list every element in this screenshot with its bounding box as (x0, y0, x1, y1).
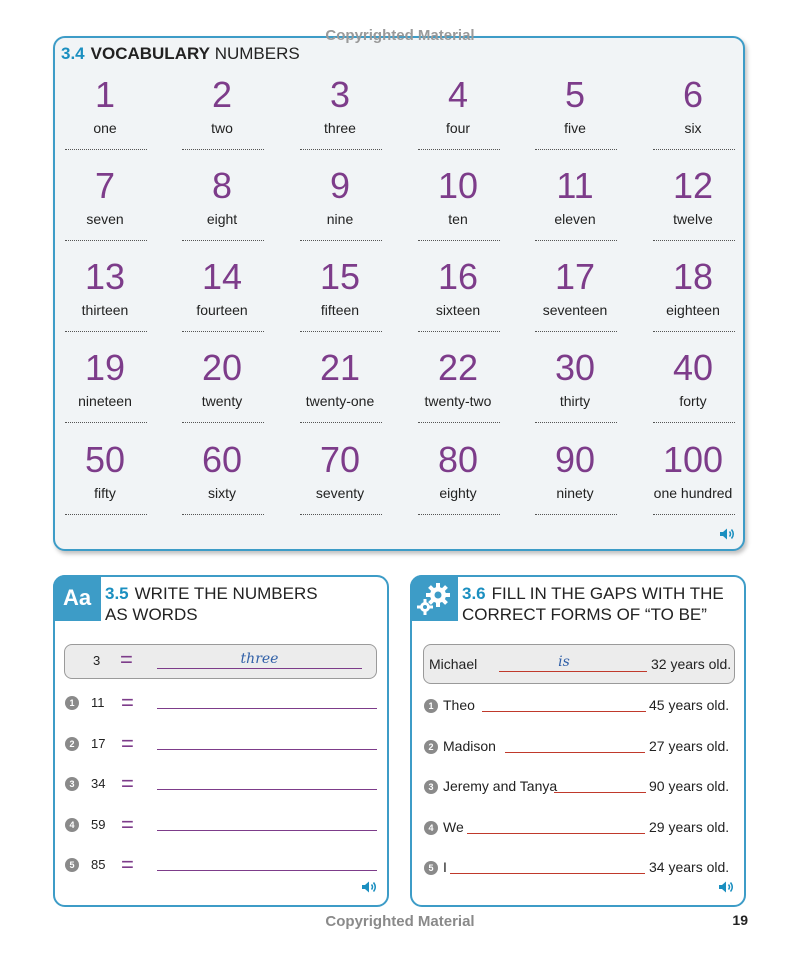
example-subject: Michael (429, 656, 478, 672)
numeral: 16 (437, 256, 479, 297)
question-row (412, 736, 742, 760)
question-row (55, 854, 385, 878)
gears-badge (410, 575, 458, 621)
number-cell (172, 76, 272, 136)
number-cell (55, 441, 155, 501)
numeral: 3 (329, 74, 351, 115)
dotted-write-line (535, 331, 617, 332)
number-cell (290, 258, 390, 318)
number-cell (290, 441, 390, 501)
example-rest: 32 years old. (651, 656, 732, 672)
question-number: 11 (91, 695, 105, 710)
number-word: ninety (556, 485, 594, 501)
section-number: 3.5 (105, 584, 129, 603)
number-cell (290, 167, 390, 227)
dotted-write-line (535, 514, 617, 515)
number-cell (643, 349, 743, 409)
number-cell (408, 258, 508, 318)
equals-sign: = (121, 730, 134, 756)
answer-line[interactable] (157, 749, 377, 750)
number-word: fifty (94, 485, 116, 501)
number-cell (643, 258, 743, 318)
dotted-write-line (182, 422, 264, 423)
numeral: 19 (84, 347, 126, 388)
dotted-write-line (653, 514, 735, 515)
question-marker: 1 (424, 699, 438, 713)
question-row (55, 692, 385, 716)
example-number: 3 (93, 653, 101, 668)
number-word: ten (448, 211, 468, 227)
number-word: fifteen (320, 302, 360, 318)
number-word: forty (679, 393, 707, 409)
question-row (55, 773, 385, 797)
dotted-write-line (182, 240, 264, 241)
gap-line[interactable] (450, 873, 645, 874)
answer-line[interactable] (157, 870, 377, 871)
numeral: 15 (319, 256, 361, 297)
number-word: thirteen (81, 302, 129, 318)
gap-line (499, 671, 647, 672)
question-marker: 3 (424, 780, 438, 794)
heading-rest: NUMBERS (214, 44, 300, 63)
number-word: two (211, 120, 233, 136)
numeral: 2 (211, 74, 233, 115)
example-answer: is (558, 654, 570, 670)
title-line-1: WRITE THE NUMBERS (134, 584, 318, 603)
dotted-write-line (535, 422, 617, 423)
number-word: three (324, 120, 356, 136)
question-row (412, 857, 742, 881)
dotted-write-line (418, 149, 500, 150)
question-row (55, 730, 385, 757)
numeral: 12 (672, 165, 714, 206)
question-row (412, 695, 742, 719)
numeral: 70 (319, 439, 361, 480)
question-number: 34 (91, 776, 106, 791)
numeral: 1 (94, 74, 116, 115)
numeral: 6 (682, 74, 704, 115)
equals-sign: = (121, 771, 134, 796)
number-word: four (445, 120, 471, 136)
number-cell (525, 76, 625, 136)
number-cell (290, 349, 390, 409)
gap-line[interactable] (482, 711, 646, 712)
number-cell (408, 441, 508, 501)
section-number: 3.6 (462, 584, 486, 603)
exercise-title (462, 583, 724, 625)
question-marker: 2 (424, 740, 438, 754)
number-cell (643, 76, 743, 136)
question-marker: 2 (65, 737, 79, 751)
number-word: thirty (559, 393, 591, 409)
gap-line[interactable] (505, 752, 645, 753)
dotted-write-line (182, 149, 264, 150)
speaker-icon[interactable] (719, 527, 737, 541)
dotted-write-line (182, 514, 264, 515)
numeral: 22 (437, 347, 479, 388)
dotted-write-line (65, 514, 147, 515)
dotted-write-line (65, 331, 147, 332)
speaker-icon[interactable] (361, 880, 379, 894)
equals-sign: = (121, 811, 134, 837)
number-word: twenty (201, 393, 243, 409)
dotted-write-line (300, 422, 382, 423)
numeral: 18 (672, 256, 714, 297)
number-cell (408, 349, 508, 409)
numeral: 4 (447, 74, 469, 115)
dotted-write-line (653, 331, 735, 332)
numeral: 80 (437, 439, 479, 480)
numeral: 90 (554, 439, 596, 480)
number-word: nineteen (78, 393, 132, 409)
question-marker: 4 (424, 821, 438, 835)
exercise-title (105, 583, 318, 625)
question-marker: 5 (424, 861, 438, 875)
answer-line (157, 668, 362, 669)
numeral: 50 (84, 439, 126, 480)
number-cell (525, 349, 625, 409)
question-rest: 34 years old. (649, 859, 730, 875)
number-cell (408, 76, 508, 136)
question-marker: 4 (65, 818, 79, 832)
number-cell (408, 167, 508, 227)
number-cell (525, 167, 625, 227)
numeral: 5 (564, 74, 586, 115)
heading-bold: VOCABULARY (90, 44, 210, 63)
number-word: eighteen (666, 302, 720, 318)
question-rest: 45 years old. (649, 697, 730, 713)
number-word: five (564, 120, 586, 136)
dotted-write-line (65, 240, 147, 241)
page-number: 19 (732, 912, 748, 928)
numeral: 30 (554, 347, 596, 388)
dotted-write-line (418, 422, 500, 423)
answer-line[interactable] (157, 708, 377, 709)
numeral: 8 (211, 165, 233, 206)
numeral: 7 (94, 165, 116, 206)
gap-line[interactable] (467, 833, 645, 834)
numeral: 21 (319, 347, 361, 388)
equals-sign: = (120, 647, 133, 672)
number-word: eleven (554, 211, 596, 227)
number-word: sixteen (435, 302, 481, 318)
number-cell (525, 258, 625, 318)
dotted-write-line (300, 240, 382, 241)
answer-line[interactable] (157, 789, 377, 790)
dotted-write-line (300, 514, 382, 515)
numeral: 9 (329, 165, 351, 206)
numeral: 60 (201, 439, 243, 480)
number-cell (172, 258, 272, 318)
question-rest: 90 years old. (649, 778, 730, 794)
question-subject: Madison (443, 737, 496, 754)
dotted-write-line (182, 331, 264, 332)
number-word: one hundred (653, 485, 733, 501)
number-cell (55, 349, 155, 409)
dotted-write-line (65, 149, 147, 150)
numeral: 14 (201, 256, 243, 297)
question-number: 17 (91, 735, 106, 751)
speaker-icon[interactable] (718, 880, 736, 894)
dotted-write-line (653, 240, 735, 241)
number-word: eight (206, 211, 238, 227)
dotted-write-line (653, 149, 735, 150)
dotted-write-line (653, 422, 735, 423)
question-number: 85 (91, 857, 106, 872)
example-row (64, 644, 377, 679)
numeral: 40 (672, 347, 714, 388)
number-word: one (93, 120, 117, 136)
dotted-write-line (65, 422, 147, 423)
number-word: twenty-one (305, 393, 375, 409)
numeral: 20 (201, 347, 243, 388)
title-line-2: CORRECT FORMS OF “TO BE” (462, 605, 707, 624)
number-word: seventy (315, 485, 365, 501)
number-cell (55, 258, 155, 318)
equals-sign: = (121, 852, 134, 877)
copyright-watermark-bottom: Copyrighted Material (325, 913, 475, 930)
section-number: 3.4 (61, 44, 85, 63)
question-subject: Jeremy and Tanya (443, 778, 558, 794)
aa-badge-icon: Aa (53, 575, 101, 621)
dotted-write-line (300, 149, 382, 150)
example-answer: three (240, 651, 279, 667)
gap-line[interactable] (554, 792, 646, 793)
dotted-write-line (535, 240, 617, 241)
numeral: 10 (437, 165, 479, 206)
example-row (423, 644, 735, 684)
number-cell (172, 349, 272, 409)
question-row (55, 811, 385, 838)
question-marker: 5 (65, 858, 79, 872)
number-cell (55, 76, 155, 136)
number-word: twenty-two (424, 393, 492, 409)
number-cell (55, 167, 155, 227)
number-word: six (684, 120, 702, 136)
question-number: 59 (91, 816, 106, 832)
dotted-write-line (418, 240, 500, 241)
number-cell (172, 441, 272, 501)
question-subject: We (443, 818, 464, 835)
number-cell (172, 167, 272, 227)
number-cell (290, 76, 390, 136)
number-word: seven (86, 211, 124, 227)
question-row (412, 817, 742, 841)
dotted-write-line (300, 331, 382, 332)
numeral: 100 (662, 439, 724, 480)
question-rest: 29 years old. (649, 818, 730, 835)
vocabulary-heading (61, 44, 300, 64)
question-marker: 3 (65, 777, 79, 791)
copyright-watermark-top: Copyrighted Material (325, 27, 475, 44)
question-marker: 1 (65, 696, 79, 710)
number-word: eighty (439, 485, 477, 501)
dotted-write-line (535, 149, 617, 150)
number-word: seventeen (542, 302, 608, 318)
numeral: 17 (554, 256, 596, 297)
equals-sign: = (121, 690, 134, 715)
numeral: 11 (556, 165, 594, 206)
title-line-1: FILL IN THE GAPS WITH THE (491, 584, 724, 603)
number-cell (643, 441, 743, 501)
exercise-to-be (410, 575, 746, 907)
number-word: sixty (208, 485, 236, 501)
title-line-2: AS WORDS (105, 605, 198, 624)
number-cell (525, 441, 625, 501)
number-word: nine (326, 211, 354, 227)
number-word: twelve (673, 211, 713, 227)
number-word: fourteen (196, 302, 248, 318)
question-rest: 27 years old. (649, 737, 730, 754)
dotted-write-line (418, 514, 500, 515)
question-row (412, 776, 742, 800)
gears-icon (415, 580, 453, 616)
numeral: 13 (84, 256, 126, 297)
dotted-write-line (418, 331, 500, 332)
answer-line[interactable] (157, 830, 377, 831)
number-cell (643, 167, 743, 227)
exercise-write-numbers (53, 575, 389, 907)
vocabulary-numbers-panel (53, 36, 745, 551)
question-subject: Theo (443, 697, 475, 713)
question-subject: I (443, 859, 447, 875)
